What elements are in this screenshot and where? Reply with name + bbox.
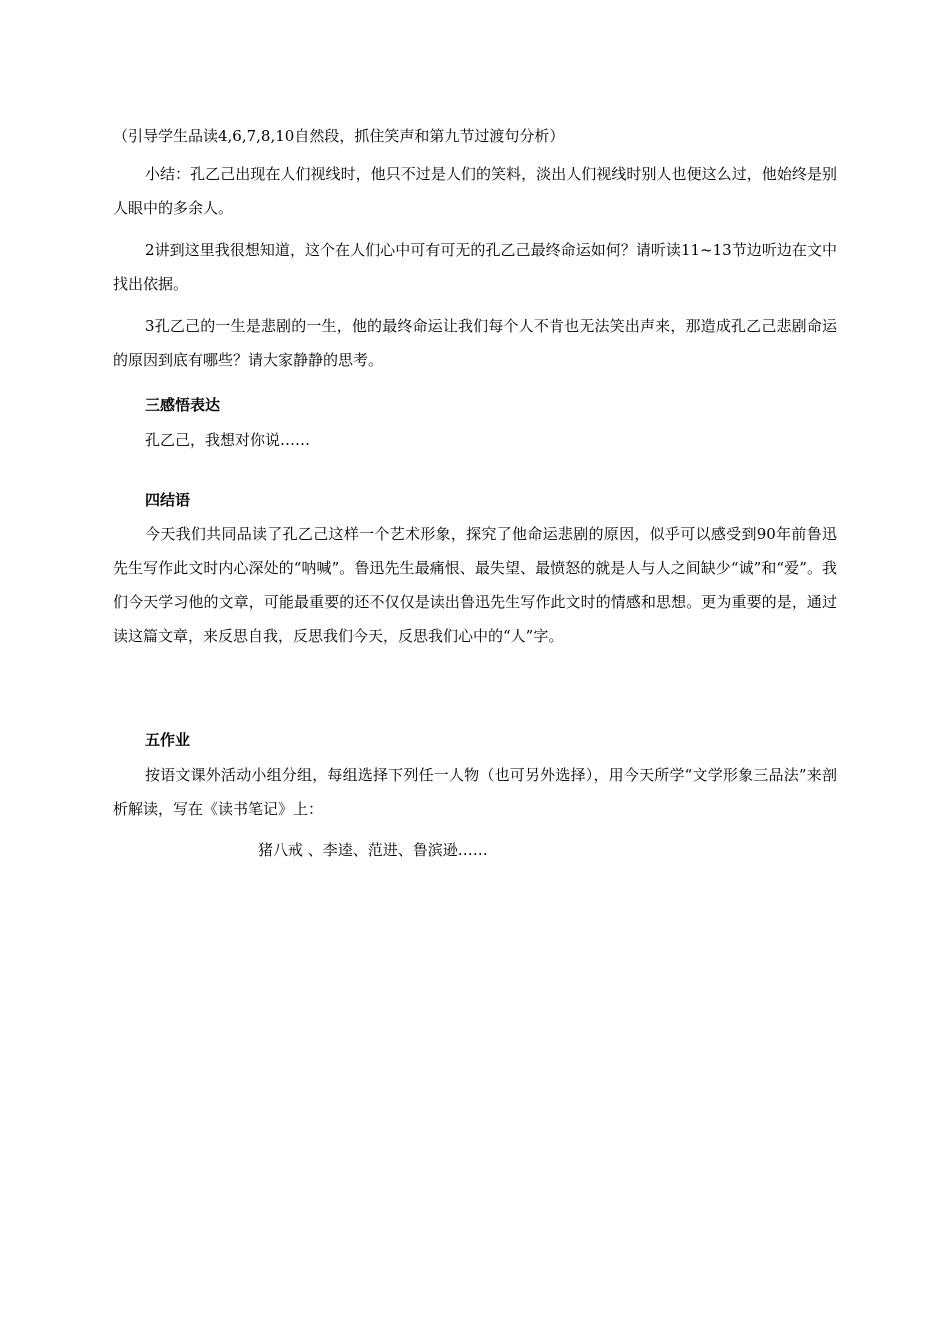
section-3-text: 孔乙己，我想对你说…… [145,431,311,449]
section-5-heading: 五作业 [145,731,191,749]
question-2-paragraph: 2讲到这里我很想知道，这个在人们心中可有可无的孔乙己最终命运如何？请听读11~13节边听边在文中找出依据。 [113,241,837,293]
guide-note: （引导学生品读4,6,7,8,10自然段，抓住笑声和第九节过渡句分析） [113,127,565,145]
section-5-paragraph: 按语文课外活动小组分组，每组选择下列任一人物（也可另外选择），用今天所学“文学形象三品法”来剖析解读，写在《读书笔记》上： [113,766,837,818]
character-list: 猪八戒 、李逵、范进、鲁滨逊…… [258,841,488,859]
section-3-heading: 三感悟表达 [145,396,221,414]
section-4-paragraph: 今天我们共同品读了孔乙己这样一个艺术形象，探究了他命运悲剧的原因，似乎可以感受到90年前鲁迅先生写作此文时内心深处的“呐喊”。鲁迅先生最痛恨、最失望、最愤怒的就是人与人之间缺少“诚”和“爱”。我们今天学习他的文章，可能最重要的还不仅仅是读出鲁迅先生写作此文时的情感和思想。更为重要的是，通过读这篇文章，来反思自我，反思我们今天，反思我们心中的“人”字。 [113,525,837,645]
section-4-heading: 四结语 [145,491,191,509]
summary-paragraph: 小结：孔乙己出现在人们视线时，他只不过是人们的笑料，淡出人们视线时别人也便这么过，他始终是别人眼中的多余人。 [113,165,837,217]
question-3-paragraph: 3孔乙己的一生是悲剧的一生，他的最终命运让我们每个人不肯也无法笑出声来，那造成孔乙己悲剧命运的原因到底有哪些？请大家静静的思考。 [113,317,837,369]
